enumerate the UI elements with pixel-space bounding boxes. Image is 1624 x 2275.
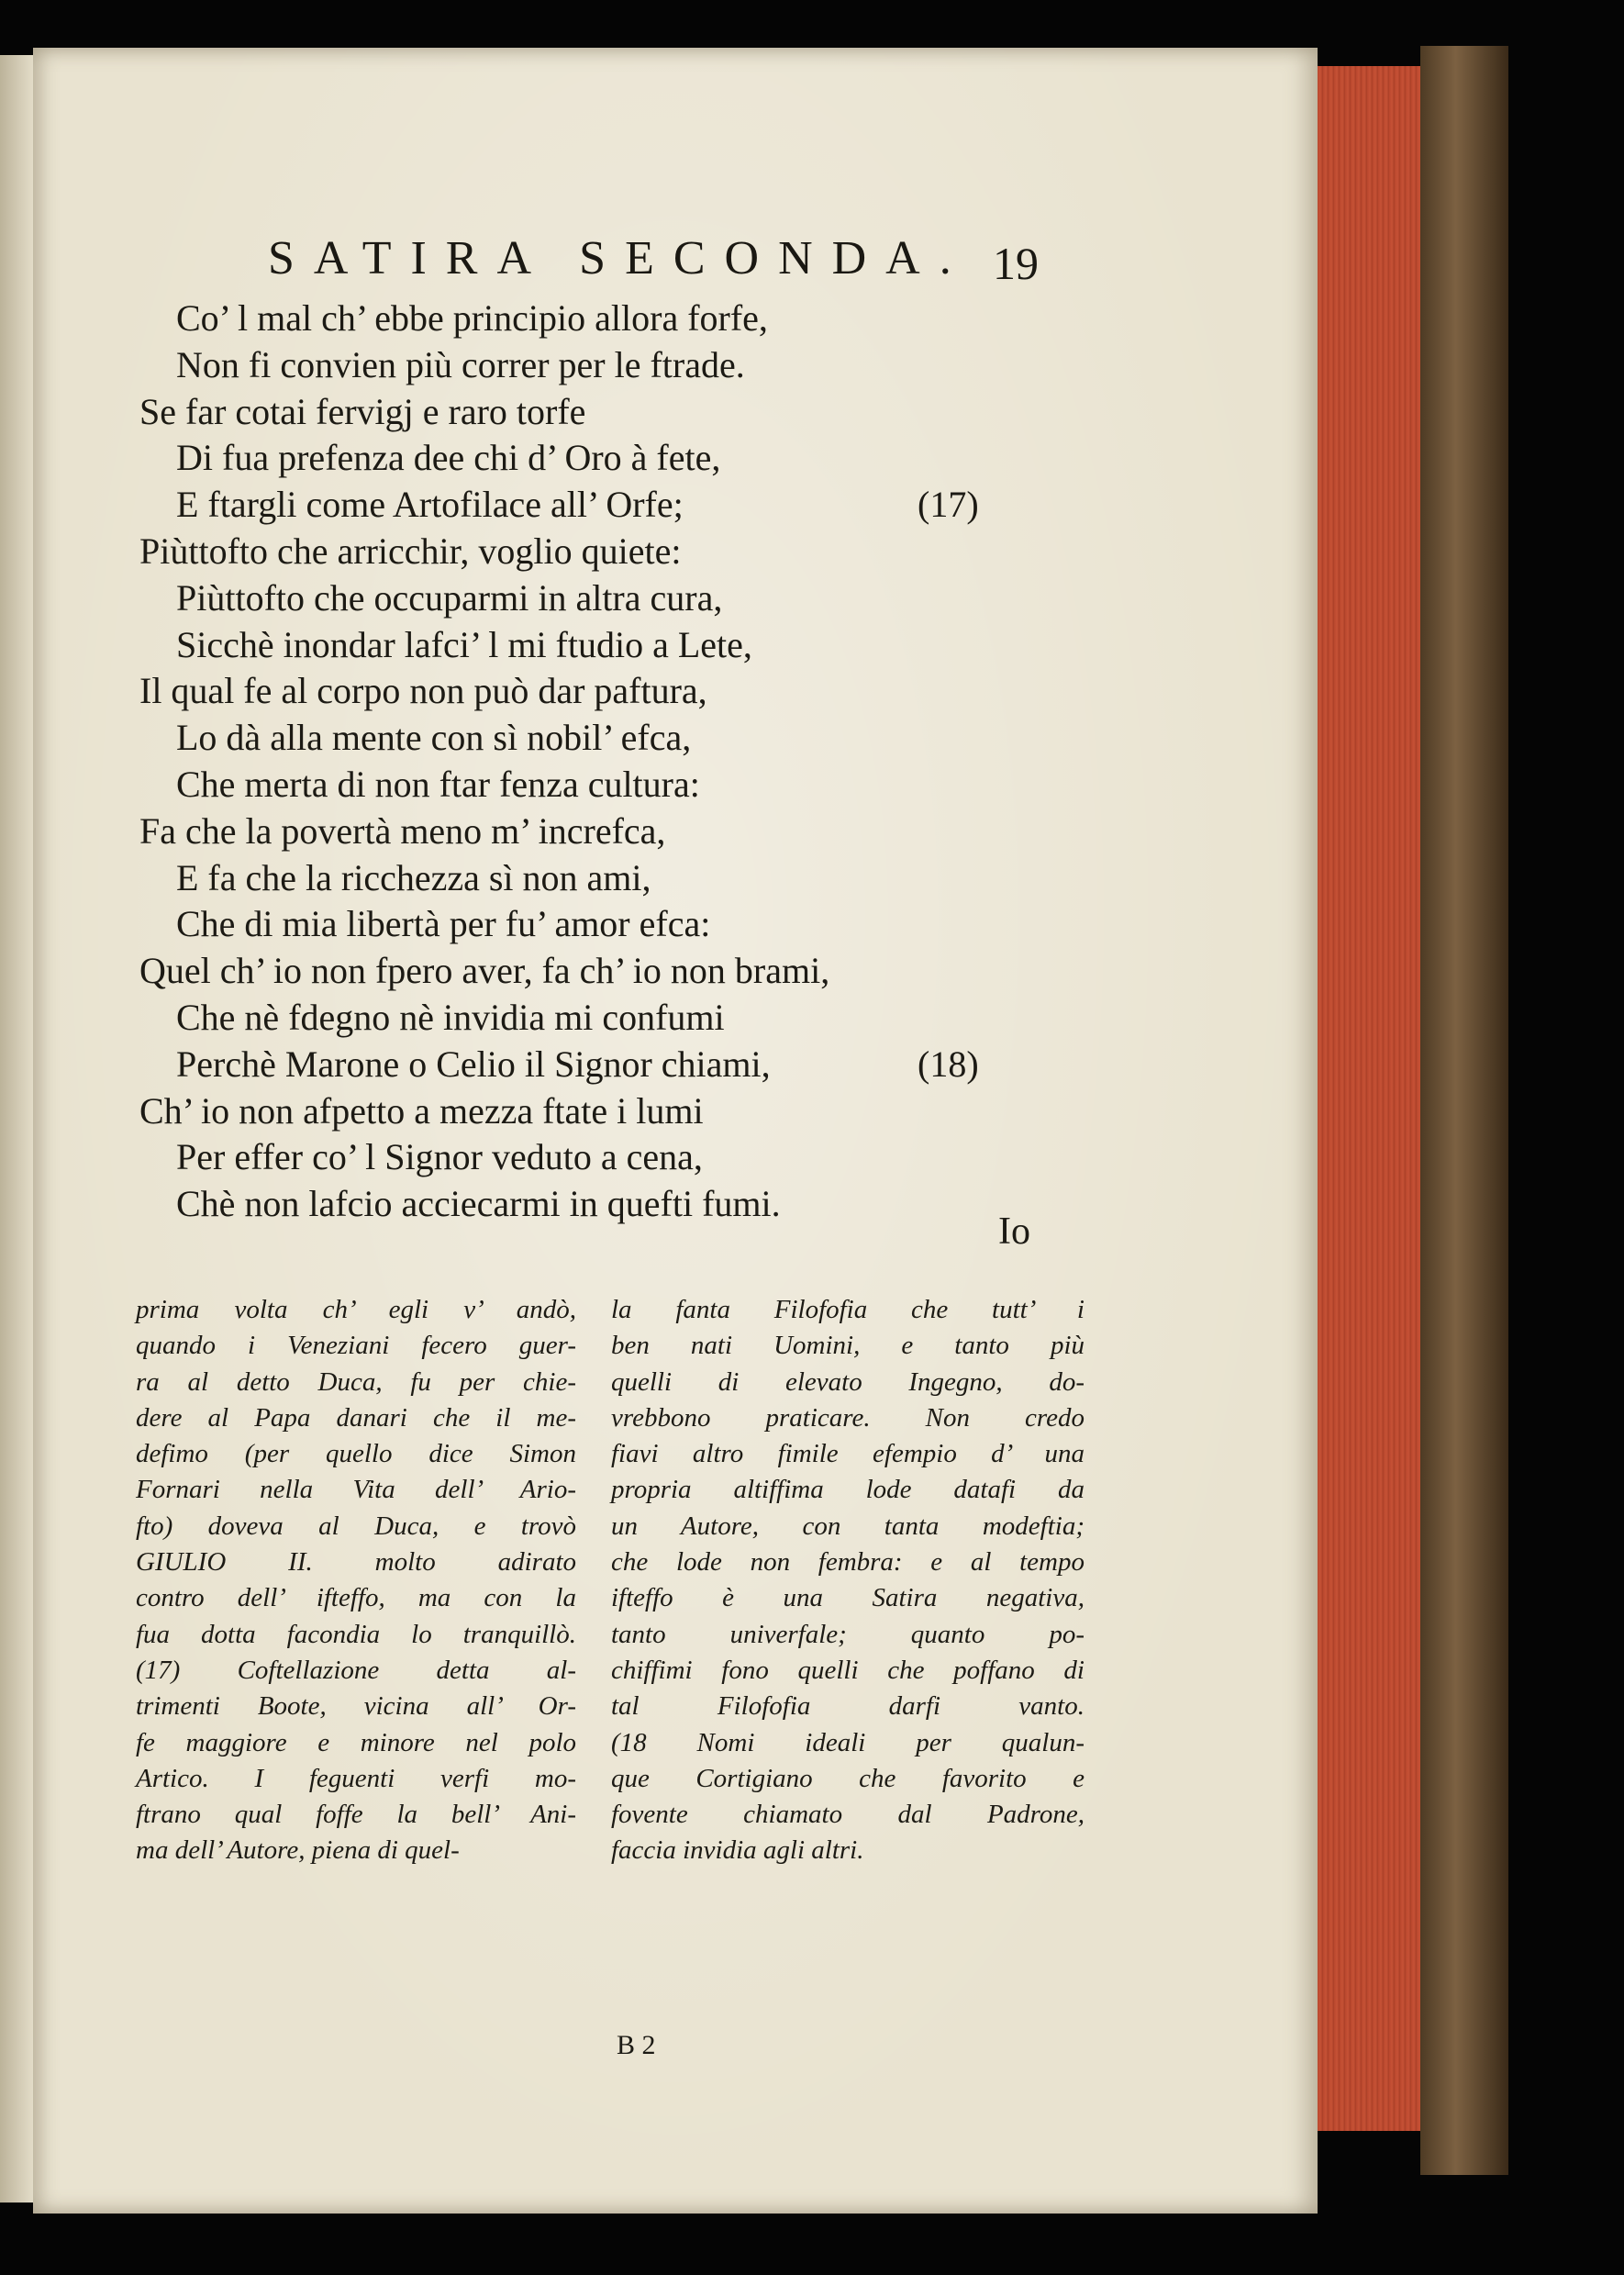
footnote-line: Fornari nella Vita dell’ Ario- <box>136 1475 576 1505</box>
footnote-line: fiavi altro fimile efempio d’ una <box>611 1439 1085 1469</box>
verse-line <box>139 435 1039 482</box>
facing-page-edge <box>0 55 33 2203</box>
running-head: SATIRA SECONDA. <box>268 232 971 284</box>
verse-line <box>139 575 1039 622</box>
verse-line <box>139 622 1039 669</box>
verse-text: E ftargli come Artofilace all’ Orfe; <box>176 484 684 526</box>
verse-text: Che di mia libertà per fu’ amor efca: <box>176 903 711 945</box>
verse-block <box>139 296 1039 1228</box>
verse-line <box>139 995 1039 1042</box>
footnote-line: che lode non fembra: e al tempo <box>611 1547 1085 1578</box>
verse-text: E fa che la ricchezza sì non ami, <box>176 856 651 898</box>
verse-text: Lo dà alla mente con sì nobil’ efca, <box>176 717 692 759</box>
verse-line <box>139 1042 1039 1088</box>
verse-line <box>139 1181 1039 1228</box>
red-page-edges <box>1318 66 1420 2131</box>
page-number: 19 <box>993 238 1039 289</box>
verse-line <box>139 1088 1039 1135</box>
verse-line <box>139 529 1039 575</box>
verse-line <box>139 855 1039 902</box>
verse-line <box>139 901 1039 948</box>
verse-text: Piùttofto che occuparmi in altra cura, <box>176 576 723 619</box>
footnote-line: contro dell’ ifteffo, ma con la <box>136 1583 576 1613</box>
verse-text: Di fua prefenza dee chi d’ Oro à fete, <box>176 437 721 479</box>
footnote-line: chiffimi fono quelli che poffano di <box>611 1655 1085 1685</box>
verse-text: Ch’ io non afpetto a mezza ftate i lumi <box>139 1089 704 1132</box>
footnote-line: fua dotta facondia lo tranquillò. <box>136 1619 576 1649</box>
verse-line <box>139 948 1039 995</box>
footnote-line: quando i Veneziani fecero guer- <box>136 1331 576 1361</box>
footnote-line: fto) doveva al Duca, e trovò <box>136 1511 576 1541</box>
footnote-line: ra al detto Duca, fu per chie- <box>136 1366 576 1397</box>
verse-text: Piùttofto che arricchir, voglio quiete: <box>139 530 682 572</box>
footnote-line: un Autore, con tanta modeftia; <box>611 1511 1085 1541</box>
footnote-line: propria altiffima lode datafi da <box>611 1475 1085 1505</box>
verse-line <box>139 296 1039 342</box>
footnotes-left-column <box>136 1292 576 1869</box>
verse-line <box>139 715 1039 762</box>
verse-line <box>139 389 1039 436</box>
verse-text: Il qual fe al corpo non può dar paftura, <box>139 670 707 712</box>
note-reference: (17) <box>918 484 979 526</box>
verse-text: Quel ch’ io non fpero aver, fa ch’ io non brami, <box>139 950 830 992</box>
verse-line <box>139 809 1039 855</box>
footnotes-right-column <box>611 1292 1085 1869</box>
verse-text: Che nè fdegno nè invidia mi confumi <box>176 996 725 1038</box>
footnote-line: (17) Coftellazione detta al- <box>136 1655 576 1685</box>
verse-text: Fa che la povertà meno m’ increfca, <box>139 809 666 852</box>
footnote-line: fe maggiore e minore nel polo <box>136 1727 576 1757</box>
footnote-line: prima volta ch’ egli v’ andò, <box>136 1295 576 1324</box>
footnote-line: (18 Nomi ideali per qualun- <box>611 1727 1085 1757</box>
footnote-line: dere al Papa danari che il me- <box>136 1402 576 1433</box>
footnote-line: ftrano qual foffe la bell’ Ani- <box>136 1800 576 1830</box>
footnote-line: ma dell’ Autore, piena di quel- <box>136 1835 460 1866</box>
footnote-line: tal Filofofia darfi vanto. <box>611 1691 1085 1722</box>
footnote-line: ifteffo è una Satira negativa, <box>611 1583 1085 1613</box>
footnote-line: la fanta Filofofia che tutt’ i <box>611 1295 1085 1324</box>
verse-text: Co’ l mal ch’ ebbe principio allora forfe, <box>176 297 768 339</box>
verse-text: Se far cotai fervigj e raro torfe <box>139 390 586 432</box>
footnote-line: fovente chiamato dal Padrone, <box>611 1800 1085 1830</box>
footnote-line: trimenti Boote, vicina all’ Or- <box>136 1691 576 1722</box>
footnote-line: vrebbono praticare. Non credo <box>611 1402 1085 1433</box>
verse-text: Non fi convien più correr per le ftrade. <box>176 343 745 385</box>
verse-text: Che merta di non ftar fenza cultura: <box>176 763 700 805</box>
footnote-line: ben nati Uomini, e tanto più <box>611 1331 1085 1361</box>
verse-text: Per effer co’ l Signor veduto a cena, <box>176 1136 703 1178</box>
footnote-line: quelli di elevato Ingegno, do- <box>611 1366 1085 1397</box>
verse-text: Perchè Marone o Celio il Signor chiami, <box>176 1043 771 1085</box>
verse-line <box>139 668 1039 715</box>
verse-line <box>139 762 1039 809</box>
footnote-line: faccia invidia agli altri. <box>611 1835 864 1866</box>
footnote-line: tanto univerfale; quanto po- <box>611 1619 1085 1649</box>
footnote-line: defimo (per quello dice Simon <box>136 1439 576 1469</box>
verse-line <box>139 342 1039 389</box>
footnote-line: GIULIO II. molto adirato <box>136 1547 576 1578</box>
book-cover <box>1420 46 1508 2175</box>
verse-text: Chè non lafcio acciecarmi in quefti fumi. <box>176 1183 781 1225</box>
footnote-line: Artico. I feguenti verfi mo- <box>136 1763 576 1793</box>
signature-mark: B 2 <box>617 2030 656 2060</box>
verse-line <box>139 482 1039 529</box>
catchword: Io <box>998 1210 1030 1253</box>
verse-text: Sicchè inondar lafci’ l mi ftudio a Lete, <box>176 623 752 665</box>
footnote-line: que Cortigiano che favorito e <box>611 1763 1085 1793</box>
note-reference: (18) <box>918 1043 979 1085</box>
verse-line <box>139 1134 1039 1181</box>
